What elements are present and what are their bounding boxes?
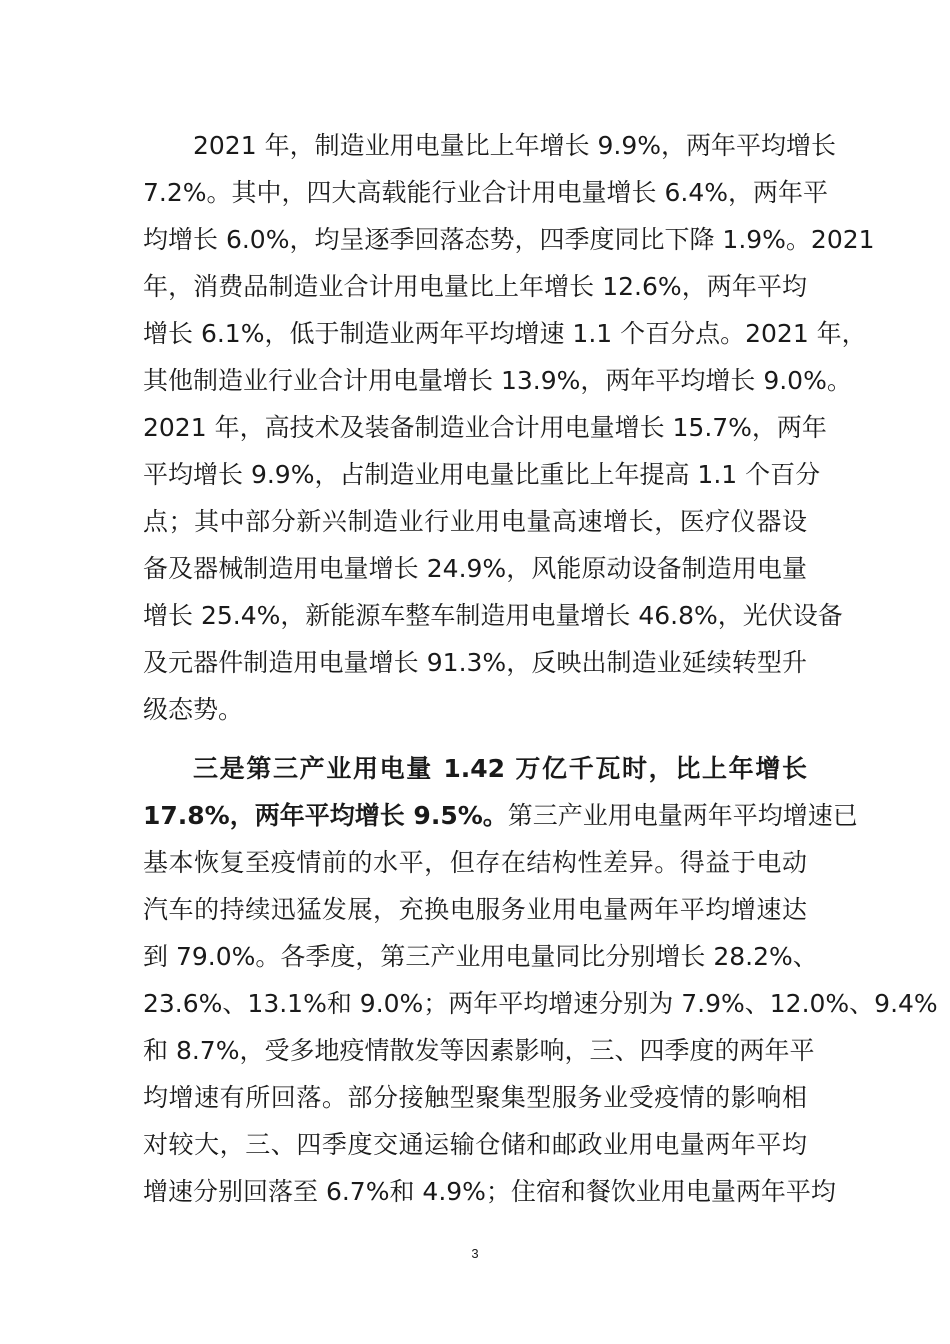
paragraph-line: 到 79.0%。各季度，第三产业用电量同比分别增长 28.2%、	[143, 942, 818, 971]
paragraph-line	[143, 792, 858, 839]
paragraph-line: 基本恢复至疫情前的水平，但存在结构性差异。得益于电动	[143, 848, 807, 877]
paragraph-line: 增速分别回落至 6.7%和 4.9%；住宿和餐饮业用电量两年平均	[143, 1177, 836, 1206]
paragraph-heading-tail: 17.8%，两年平均增长 9.5%。	[143, 801, 508, 830]
paragraph-line: 年，消费品制造业合计用电量比上年增长 12.6%，两年平均	[143, 272, 807, 301]
page-number: 3	[471, 1246, 479, 1261]
paragraph-line: 点；其中部分新兴制造业行业用电量高速增长，医疗仪器设	[143, 507, 807, 536]
paragraph-manufacturing	[143, 122, 875, 733]
paragraph-tertiary-industry	[143, 745, 938, 1215]
paragraph-line: 和 8.7%，受多地疫情散发等因素影响，三、四季度的两年平	[143, 1036, 815, 1065]
paragraph-heading-line: 三是第三产业用电量 1.42 万亿千瓦时，比上年增长	[193, 754, 807, 783]
paragraph-line: 汽车的持续迅猛发展，充换电服务业用电量两年平均增速达	[143, 895, 807, 924]
paragraph-line: 增长 6.1%，低于制造业两年平均增速 1.1 个百分点。2021 年，	[143, 319, 867, 348]
paragraph-line: 均增长 6.0%，均呈逐季回落态势，四季度同比下降 1.9%。2021	[143, 225, 875, 254]
paragraph-line: 及元器件制造用电量增长 91.3%，反映出制造业延续转型升	[143, 648, 807, 677]
paragraph-line: 7.2%。其中，四大高载能行业合计用电量增长 6.4%，两年平	[143, 178, 828, 207]
paragraph-line: 平均增长 9.9%，占制造业用电量比重比上年提高 1.1 个百分	[143, 460, 821, 489]
paragraph-line: 级态势。	[143, 695, 244, 724]
paragraph-line: 23.6%、13.1%和 9.0%；两年平均增速分别为 7.9%、12.0%、9.4%	[143, 989, 938, 1018]
paragraph-line: 对较大，三、四季度交通运输仓储和邮政业用电量两年平均	[143, 1130, 807, 1159]
paragraph-line: 2021 年，高技术及装备制造业合计用电量增长 15.7%，两年	[143, 413, 827, 442]
paragraph-line: 其他制造业行业合计用电量增长 13.9%，两年平均增长 9.0%。	[143, 366, 852, 395]
paragraph-line: 备及器械制造用电量增长 24.9%，风能原动设备制造用电量	[143, 554, 807, 583]
paragraph-line: 均增速有所回落。部分接触型聚集型服务业受疫情的影响相	[143, 1083, 807, 1112]
paragraph-line-rest: 第三产业用电量两年平均增速已	[507, 801, 858, 830]
paragraph-line: 2021 年，制造业用电量比上年增长 9.9%，两年平均增长	[193, 131, 837, 160]
paragraph-line: 增长 25.4%，新能源车整车制造用电量增长 46.8%，光伏设备	[143, 601, 843, 630]
